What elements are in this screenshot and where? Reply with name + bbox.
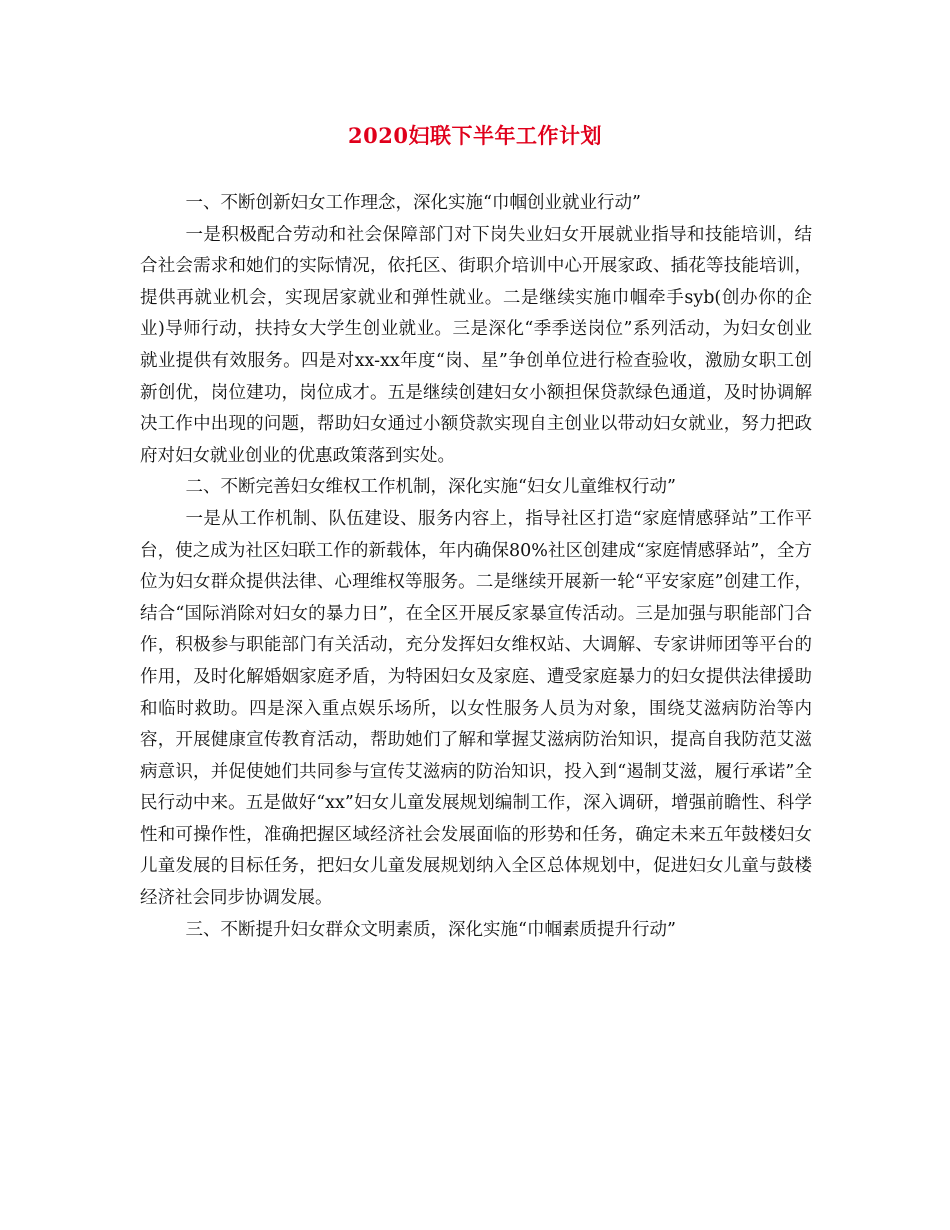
section-heading-2: 二、不断完善妇女维权工作机制，深化实施“妇女儿童维权行动” xyxy=(185,477,676,498)
document-body xyxy=(140,188,812,946)
section-heading-3: 三、不断提升妇女群众文明素质，深化实施“巾帼素质提升行动” xyxy=(185,919,676,940)
paragraph-2: 一是从工作机制、队伍建设、服务内容上，指导社区打造“家庭情感驿站”工作平台，使之成为社区妇联工作的新载体，年内确保80%社区创建成“家庭情感驿站”，全方位为妇女群众提供法律、心理维权等服务。二是继续开展新一轮“平安家庭”创建工作，结合“国际消除对妇女的暴力日”，在全区开展反家暴宣传活动。三是加强与职能部门合作，积极参与职能部门有关活动，充分发挥妇女维权站、大调解、专家讲师团等平台的作用，及时化解婚姻家庭矛盾，为特困妇女及家庭、遭受家庭暴力的妇女提供法律援助和临时救助。四是深入重点娱乐场所，以女性服务人员为对象，围绕艾滋病防治等内容，开展健康宣传教育活动，帮助她们了解和掌握艾滋病防治知识，提高自我防范艾滋病意识，并促使她们共同参与宣传艾滋病的防治知识，投入到“遏制艾滋，履行承诺”全民行动中来。五是做好“xx”妇女儿童发展规划编制工作，深入调研，增强前瞻性、科学性和可操作性，准确把握区域经济社会发展面临的形势和任务，确定未来五年鼓楼妇女儿童发展的目标任务，把妇女儿童发展规划纳入全区总体规划中，促进妇女儿童与鼓楼经济社会同步协调发展。 xyxy=(140,508,812,909)
document-title: 2020妇联下半年工作计划 xyxy=(348,123,602,148)
section-heading-1: 一、不断创新妇女工作理念，深化实施“巾帼创业就业行动” xyxy=(185,193,641,213)
paragraph-1: 一是积极配合劳动和社会保障部门对下岗失业妇女开展就业指导和技能培训，结合社会需求和她们的实际情况，依托区、街职介培训中心开展家政、插花等技能培训，提供再就业机会，实现居家就业和弹性就业。二是继续实施巾帼牵手syb(创办你的企业)导师行动，扶持女大学生创业就业。三是深化“季季送岗位”系列活动，为妇女创业就业提供有效服务。四是对xx-xx年度“岗、星”争创单位进行检查验收，激励女职工创新创优，岗位建功，岗位成才。五是继续创建妇女小额担保贷款绿色通道，及时协调解决工作中出现的问题，帮助妇女通过小额贷款实现自主创业以带动妇女就业，努力把政府对妇女就业创业的优惠政策落到实处。 xyxy=(140,224,812,466)
